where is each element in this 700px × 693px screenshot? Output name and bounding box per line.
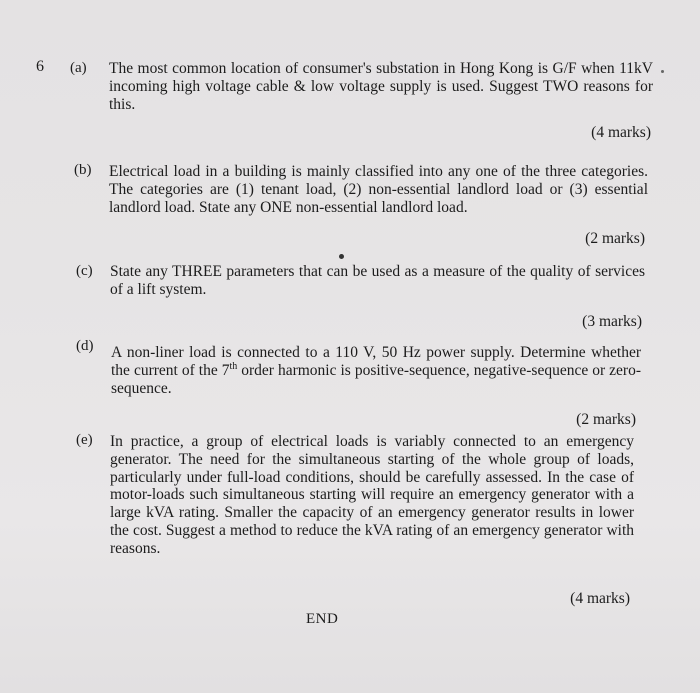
paper-speck (661, 70, 664, 73)
part-d-text-end: order harmonic is positive-sequence, negative-sequence or zero-sequence. (111, 362, 641, 397)
ink-dot (339, 254, 344, 259)
end-text: END (306, 611, 339, 627)
part-d-superscript: th (229, 360, 238, 372)
part-a-label: (a) (70, 60, 87, 76)
part-a-text: The most common location of consumer's substation in Hong Kong is G/F when 11kV incoming high voltage cable & low voltage supply is used. Suggest TWO reasons for this. (109, 60, 653, 113)
part-d-text (111, 344, 641, 398)
part-d-text-start: A non-liner load is connected to a 110 V, 50 Hz power supply. Determine whether the current of the 7 (111, 344, 641, 379)
part-e-marks: (4 marks) (570, 590, 630, 607)
part-c-text: State any THREE parameters that can be used as a measure of the quality of services of a lift system. (110, 263, 645, 298)
part-c-label: (c) (76, 263, 93, 279)
part-a-marks: (4 marks) (591, 124, 651, 141)
part-b-label: (b) (74, 162, 92, 178)
part-b-text: Electrical load in a building is mainly classified into any one of the three categories. The categories are (1) tenant load, (2) non-essential landlord load or (3) essential landlord load. State any ONE non-essential landlord load. (109, 163, 648, 216)
part-d-label: (d) (76, 338, 94, 354)
part-e-text: In practice, a group of electrical loads is variably connected to an emergency generator. The need for the simultaneous starting of the whole group of loads, particularly under full-load conditions, should be carefully assessed. In the case of motor-loads such simultaneous starting will require an emergency generator with a large kVA rating. Smaller the capacity of an emergency generator results in lower the cost. Suggest a method to reduce the kVA rating of an emergency generator with reasons. (110, 433, 634, 557)
part-e-label: (e) (76, 432, 93, 448)
part-b-marks: (2 marks) (585, 230, 645, 247)
part-d-marks: (2 marks) (576, 411, 636, 428)
part-c-marks: (3 marks) (582, 313, 642, 330)
question-number: 6 (36, 58, 44, 75)
